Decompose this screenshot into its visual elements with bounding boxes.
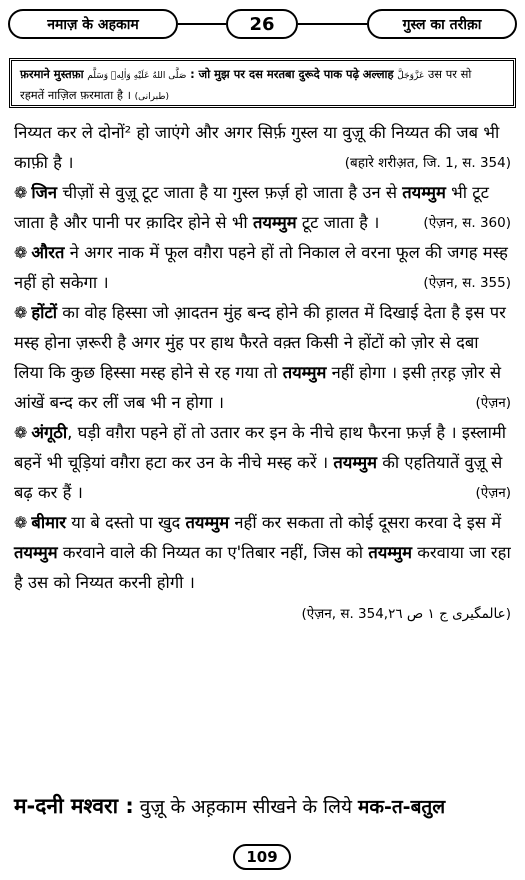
paragraph-2-text-1: चीज़ों से वुज़ू टूट जाता है या गुस्ल फ़र्ज़ हो जाता है उन से [57,183,403,202]
footer-page-number: 109 [233,844,291,870]
flower-icon: ❁ [14,513,28,532]
paragraph-6-lead: बीमार [31,513,66,532]
hadith-label: फ़रमाने मुस्तफ़ा [20,67,84,81]
paragraph-4-lead: होंटों [31,303,58,322]
hadith-arabic: صَلَّى اللهُ عَلَيْهِ وَاٰلِهٖ وَسَلَّم [87,71,187,81]
paragraph-4-text-1: का वोह हिस्सा जो आ़दतन मुंह बन्द होने की ह़ालत में दिखाई देता है इस पर मस्ह होना ज़रूरी है अगर मुंह पर हाथ फैरते वक़्त किसी ने होंटों को ज़ोर से दबा लिया कि कुछ हिस्सा मस्ह होने से रह गया तो [14,303,506,382]
paragraph-5-bold-1: तयम्मुम [333,453,377,472]
paragraph-3 [14,238,511,298]
paragraph-6-text-4: करवाया जा रहा है उस को निय्यत करनी होगी । [14,543,511,592]
paragraph-6-text-3: करवाने वाले की निय्यत का ए'तिबार नहीं, जिस को [57,543,369,562]
paragraph-4-bold-1: तयम्मुम [282,363,327,382]
header-rule-right [298,23,367,25]
hadith-line-1 [20,65,505,86]
header-page-number: 26 [226,9,298,39]
paragraph-4-citation: (ऐज़न) [475,395,511,411]
main-text [14,118,511,629]
hadith-line-2-text: रहमतें नाज़िल फ़रमाता है । [20,88,131,102]
paragraph-6-citation: (ऐज़न, स. 354,عالمگیری ج ۱ ص ۲٦) [301,606,511,622]
paragraph-6-bold-3: तयम्मुम [368,543,412,562]
paragraph-2-lead: जिन [31,183,58,202]
header-chapter-title: गुस्ल का तरीक़ा [367,9,517,39]
paragraph-1-text: निय्यत कर ले दोनों² हो जाएंगे और अगर सिर्फ़ गुस्ल या वुज़ू की निय्यत की जब भी काफ़ी है । [14,123,500,172]
hadith-box [9,58,516,108]
paragraph-4 [14,298,511,418]
flower-icon: ❁ [14,183,28,202]
paragraph-1 [14,118,511,178]
hadith-line-2 [20,86,505,107]
paragraph-5-text-2: की एहतियातें वुज़ू से बढ़ कर हैं । [14,453,503,502]
paragraph-4-text-2: नहीं होगा । इसी त़रह़ ज़ोर से आंखें बन्द कर लीं जब भी न होगा । [14,363,501,412]
paragraph-2-bold-2: तयम्मुम [252,213,297,232]
paragraph-1-citation: (बहारे शरीअ़त, जि. 1, स. 354) [344,155,511,171]
paragraph-5 [14,418,511,508]
flower-icon: ❁ [14,243,28,262]
header-book-title: नमाज़ के अहकाम [8,9,178,39]
hadith-source: (طبرانی) [134,92,170,102]
hadith-arabic-2: عَزَّوَجَلَّ [397,71,425,81]
flower-icon: ❁ [14,303,28,322]
madni-text: वुज़ू के अह़काम सीखने के लिये [133,796,359,818]
paragraph-2 [14,178,511,238]
paragraph-5-lead: अंगूठी [31,423,68,442]
paragraph-6-text-2: नहीं कर सकता तो कोई दूसरा करवा दे इस में [229,513,502,532]
hadith-text-1: : जो मुझ पर दस मरतबा दुरूदे पाक पढ़े [190,67,360,81]
paragraph-5-citation: (ऐज़न) [475,485,511,501]
madni-mashwara [14,793,511,820]
paragraph-3-citation: (ऐज़न, स. 355) [423,275,511,291]
paragraph-2-text-3: टूट जाता है । [296,213,380,232]
madni-title: म-दनी मश्वरा : [14,794,134,818]
header-rule-left [178,23,226,25]
paragraph-6-bold-2: तयम्मुम [14,543,58,562]
paragraph-6-bold-1: तयम्मुम [185,513,230,532]
paragraph-6-text-1: या बे दस्तो पा खुद [66,513,186,532]
madni-bold: मक-त-बतुल [358,796,446,818]
paragraph-3-text-1: ने अगर नाक में फूल वग़ैरा पहने हों तो निकाल ले वरना फूल की जगह मस्ह नहीं हो सकेगा । [14,243,508,292]
flower-icon: ❁ [14,423,28,442]
paragraph-6-citation-line [14,598,511,629]
paragraph-6 [14,508,511,598]
hadith-allah: अल्लाह [362,67,394,81]
paragraph-2-text-2: भी टूट जाता है और पानी पर क़ादिर होने से भी [14,183,489,232]
paragraph-2-bold-1: तयम्मुम [402,183,446,202]
paragraph-2-citation: (ऐज़न, स. 360) [423,215,511,231]
paragraph-3-lead: औरत [31,243,65,262]
paragraph-5-text-1: , घड़ी वग़ैरा पहने हों तो उतार कर इन के नीचे हाथ फैरना फ़र्ज़ है । इस्लामी बहनें भी चूड़ियां वग़ैरा हटा कर उन के नीचे मस्ह करें । [14,423,506,472]
hadith-text-2: उस पर सो [427,67,472,81]
